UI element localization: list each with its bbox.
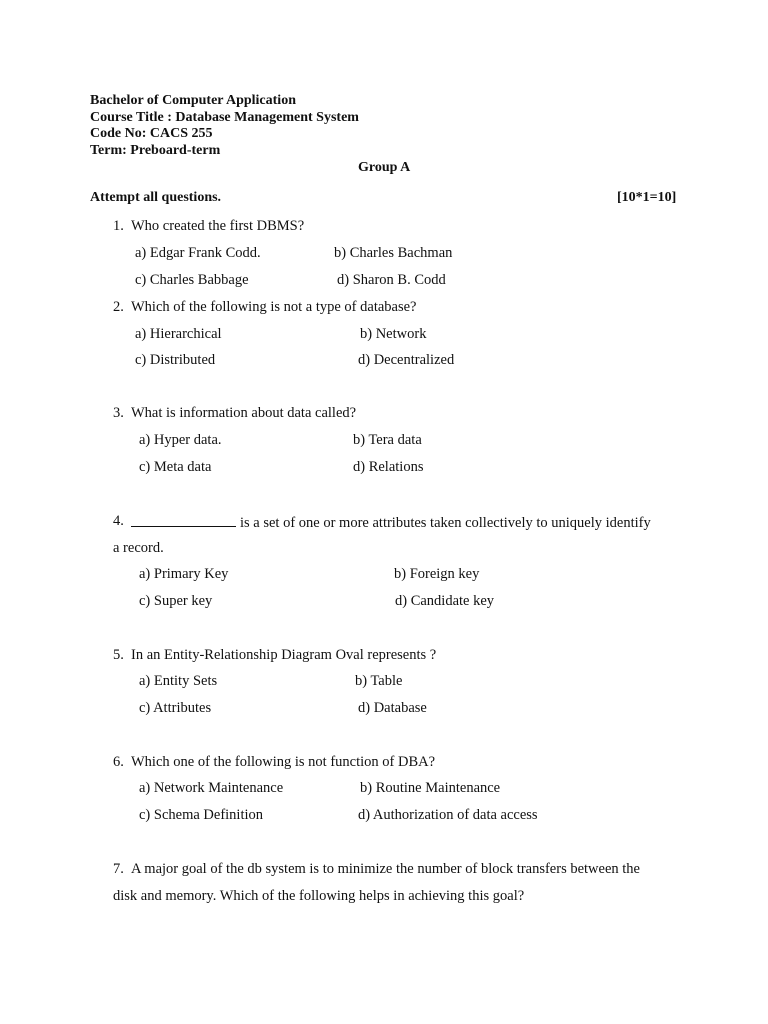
question-number: 3. xyxy=(113,405,124,421)
option-a: a) Hyper data. xyxy=(139,432,222,448)
option-a: a) Primary Key xyxy=(139,566,229,582)
question-text-continued: a record. xyxy=(113,540,164,556)
question-text: is a set of one or more attributes taken collectively to uniquely identify xyxy=(240,515,651,531)
course-code: Code No: CACS 255 xyxy=(90,126,213,141)
question-number: 4. xyxy=(113,513,124,529)
question-text: Which one of the following is not function of DBA? xyxy=(131,754,436,770)
option-c: c) Meta data xyxy=(139,459,212,475)
option-b: b) Routine Maintenance xyxy=(360,780,501,796)
fill-in-blank xyxy=(131,514,236,527)
instructions: Attempt all questions. xyxy=(90,190,222,205)
question-text: Who created the first DBMS? xyxy=(131,218,305,234)
option-d: d) Authorization of data access xyxy=(358,807,538,823)
exam-term: Term: Preboard-term xyxy=(90,143,221,158)
option-c: c) Super key xyxy=(139,593,213,609)
option-a: a) Network Maintenance xyxy=(139,780,284,796)
program-name: Bachelor of Computer Application xyxy=(90,93,296,108)
group-heading: Group A xyxy=(358,160,411,175)
option-b: b) Charles Bachman xyxy=(334,245,453,261)
option-c: c) Distributed xyxy=(135,352,216,368)
question-text: What is information about data called? xyxy=(131,405,357,421)
question-number: 7. xyxy=(113,861,124,877)
option-c: c) Schema Definition xyxy=(139,807,264,823)
question-text-continued: disk and memory. Which of the following helps in achieving this goal? xyxy=(113,888,525,904)
question-text: Which of the following is not a type of database? xyxy=(131,299,417,315)
question-number: 5. xyxy=(113,647,124,663)
question-number: 2. xyxy=(113,299,124,315)
course-title: Course Title : Database Management System xyxy=(90,110,359,125)
question-text: In an Entity-Relationship Diagram Oval represents ? xyxy=(131,647,437,663)
marks-allocation: [10*1=10] xyxy=(617,190,677,205)
option-d: d) Sharon B. Codd xyxy=(337,272,446,288)
option-b: b) Foreign key xyxy=(394,566,480,582)
option-c: c) Attributes xyxy=(139,700,212,716)
option-c: c) Charles Babbage xyxy=(135,272,249,288)
option-d: d) Database xyxy=(358,700,427,716)
option-d: d) Decentralized xyxy=(358,352,455,368)
question-number: 1. xyxy=(113,218,124,234)
option-a: a) Hierarchical xyxy=(135,326,222,342)
option-b: b) Tera data xyxy=(353,432,422,448)
question-line xyxy=(131,514,651,531)
option-b: b) Network xyxy=(360,326,427,342)
option-d: d) Candidate key xyxy=(395,593,495,609)
option-b: b) Table xyxy=(355,673,403,689)
question-number: 6. xyxy=(113,754,124,770)
question-text: A major goal of the db system is to minimize the number of block transfers between the xyxy=(131,861,640,877)
option-a: a) Edgar Frank Codd. xyxy=(135,245,261,261)
option-d: d) Relations xyxy=(353,459,424,475)
option-a: a) Entity Sets xyxy=(139,673,218,689)
